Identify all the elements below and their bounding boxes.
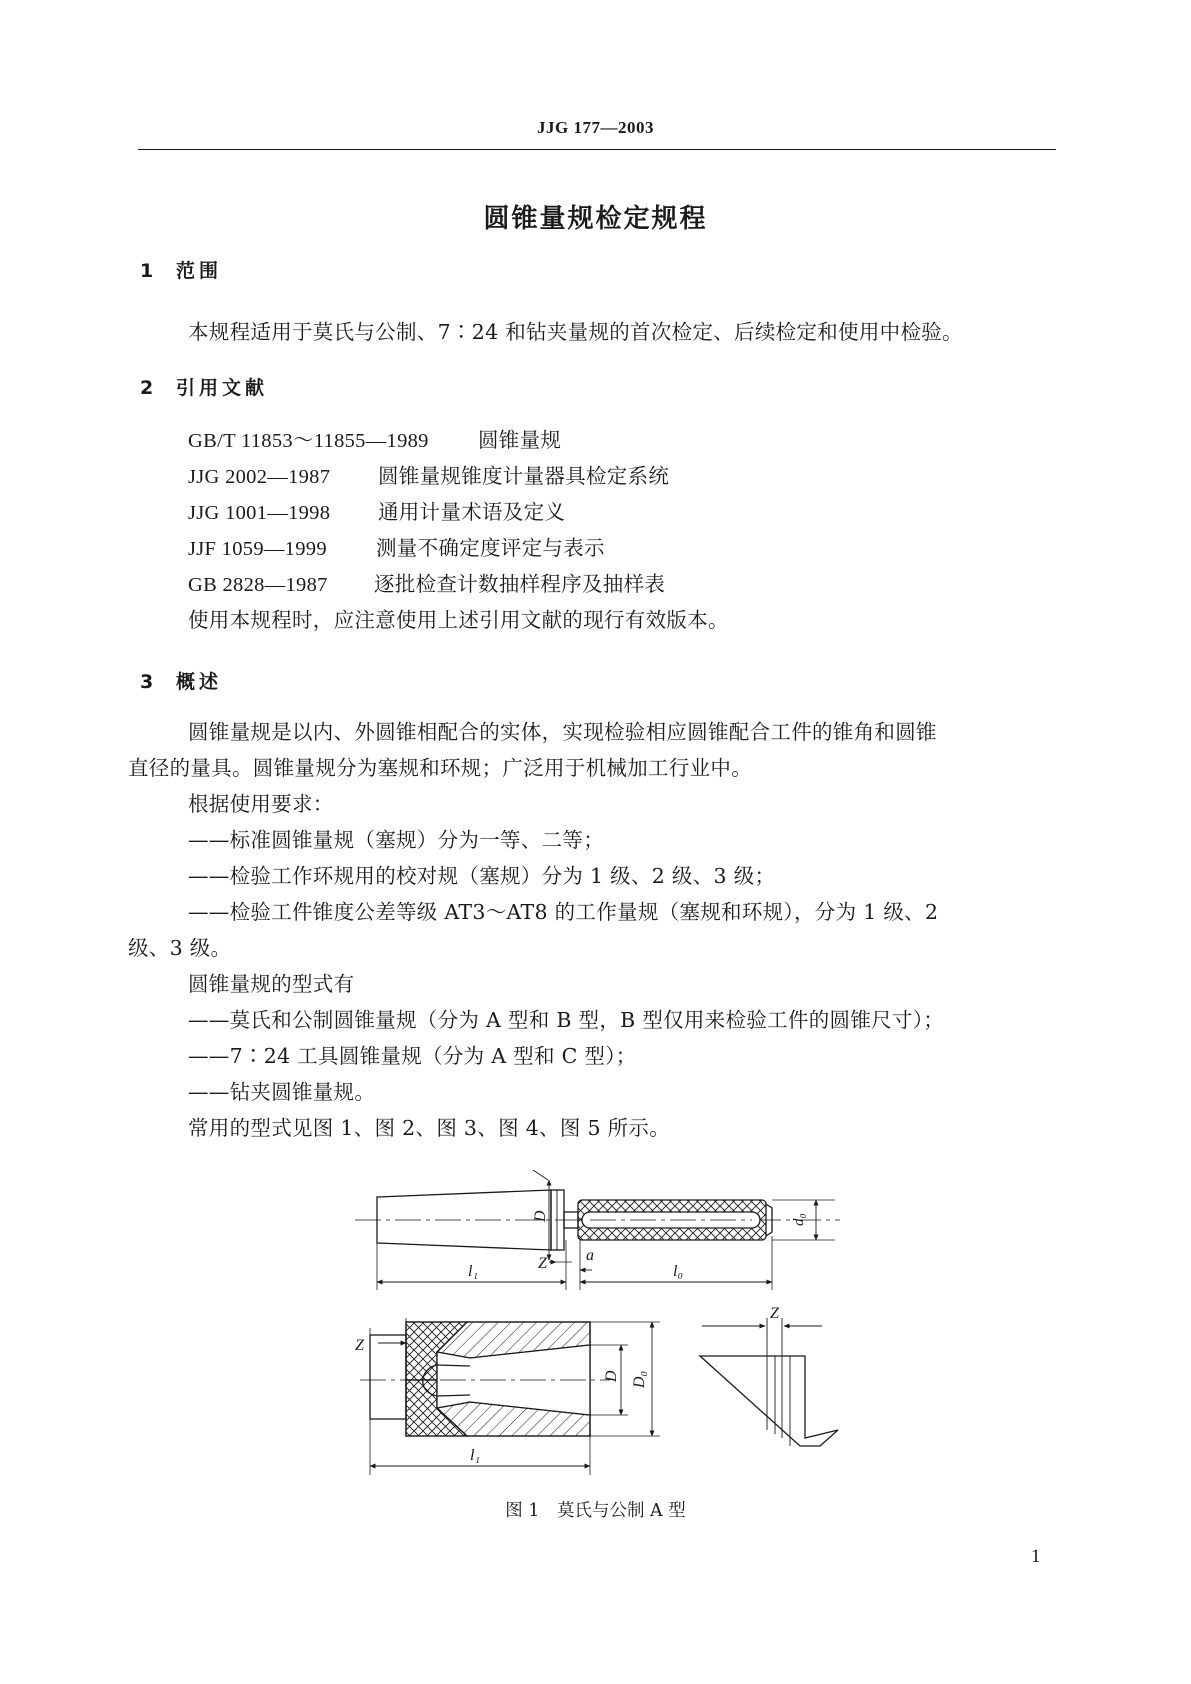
usage-requirements-intro: 根据使用要求： xyxy=(188,792,334,816)
figure-reference-sentence: 常用的型式见图 1、图 2、图 3、图 4、图 5 所示。 xyxy=(188,1116,671,1140)
dash-item: ——7∶24 工具圆锥量规（分为 A 型和 C 型）； xyxy=(188,1044,637,1068)
reference-title: 逐批检查计数抽样程序及抽样表 xyxy=(374,572,666,596)
section-number: 3 xyxy=(140,671,154,693)
section-2-heading xyxy=(140,373,268,400)
header-rule xyxy=(138,149,1056,150)
reference-item xyxy=(188,422,561,459)
section-1-heading xyxy=(140,256,222,283)
document-title: 圆锥量规检定规程 xyxy=(483,204,708,234)
reference-title: 圆锥量规锥度计量器具检定系统 xyxy=(378,464,670,488)
z-detail-drawing xyxy=(700,1318,838,1446)
dash-item: ——标准圆锥量规（塞规）分为一等、二等； xyxy=(188,828,604,852)
reference-code: JJG 2002—1987 xyxy=(188,466,331,488)
label-l1: l₁ xyxy=(468,1263,479,1280)
reference-code: JJF 1059—1999 xyxy=(188,538,327,560)
reference-title: 通用计量术语及定义 xyxy=(378,500,566,524)
section-number: 2 xyxy=(140,377,154,399)
reference-title: 圆锥量规 xyxy=(478,428,562,452)
label-D0-ring: D₀ xyxy=(631,1370,648,1388)
reference-item xyxy=(188,494,565,531)
reference-code: GB/T 11853～11855—1989 xyxy=(188,430,429,452)
label-Z-detail: Z xyxy=(770,1305,779,1322)
section-title: 引用文献 xyxy=(176,377,269,399)
label-d0: d₀ xyxy=(791,1213,807,1226)
label-l0: l₀ xyxy=(673,1263,684,1280)
reference-title: 测量不确定度评定与表示 xyxy=(376,536,605,560)
figure-1-drawing xyxy=(350,1170,850,1480)
label-a: a xyxy=(586,1247,594,1264)
overview-paragraph-line-2: 直径的量具。圆锥量规分为塞规和环规；广泛用于机械加工行业中。 xyxy=(128,756,752,780)
section-title: 范围 xyxy=(176,260,223,282)
dash-item: ——检验工作环规用的校对规（塞规）分为 1 级、2 级、3 级； xyxy=(188,864,776,888)
section-1-paragraph: 本规程适用于莫氏与公制、7∶24 和钻夹量规的首次检定、后续检定和使用中检验。 xyxy=(188,320,963,344)
types-intro: 圆锥量规的型式有 xyxy=(188,972,355,996)
plug-gauge-drawing xyxy=(355,1170,840,1290)
section-number: 1 xyxy=(140,260,154,282)
label-Z: Z xyxy=(538,1255,547,1272)
dash-item: ——莫氏和公制圆锥量规（分为 A 型和 B 型，B 型仅用来检验工件的圆锥尺寸）； xyxy=(188,1008,945,1032)
reference-code: JJG 1001—1998 xyxy=(188,502,331,524)
label-l1-ring: l₁ xyxy=(470,1447,481,1464)
page-number: 1 xyxy=(1031,1546,1041,1567)
reference-item xyxy=(188,566,665,603)
label-D: D xyxy=(532,1210,549,1222)
label-D-ring: D xyxy=(603,1370,620,1382)
figure-caption: 图 1 莫氏与公制 A 型 xyxy=(505,1501,686,1521)
section-3-heading xyxy=(140,667,222,694)
label-Z-ring: Z xyxy=(355,1337,364,1354)
overview-paragraph-line-1: 圆锥量规是以内、外圆锥相配合的实体，实现检验相应圆锥配合工件的锥角和圆锥 xyxy=(188,720,937,744)
ring-gauge-drawing xyxy=(360,1318,660,1475)
dash-item: ——检验工件锥度公差等级 AT3～AT8 的工作量规（塞规和环规），分为 1 级、2 xyxy=(188,900,939,924)
reference-item xyxy=(188,530,605,567)
reference-note: 使用本规程时，应注意使用上述引用文献的现行有效版本。 xyxy=(188,608,729,632)
header-code: JJG 177—2003 xyxy=(537,118,654,137)
section-title: 概述 xyxy=(176,671,223,693)
dash-item: ——钻夹圆锥量规。 xyxy=(188,1080,376,1104)
dash-item-continuation: 级、3 级。 xyxy=(128,936,232,960)
reference-item xyxy=(188,458,669,495)
reference-code: GB 2828—1987 xyxy=(188,574,328,596)
